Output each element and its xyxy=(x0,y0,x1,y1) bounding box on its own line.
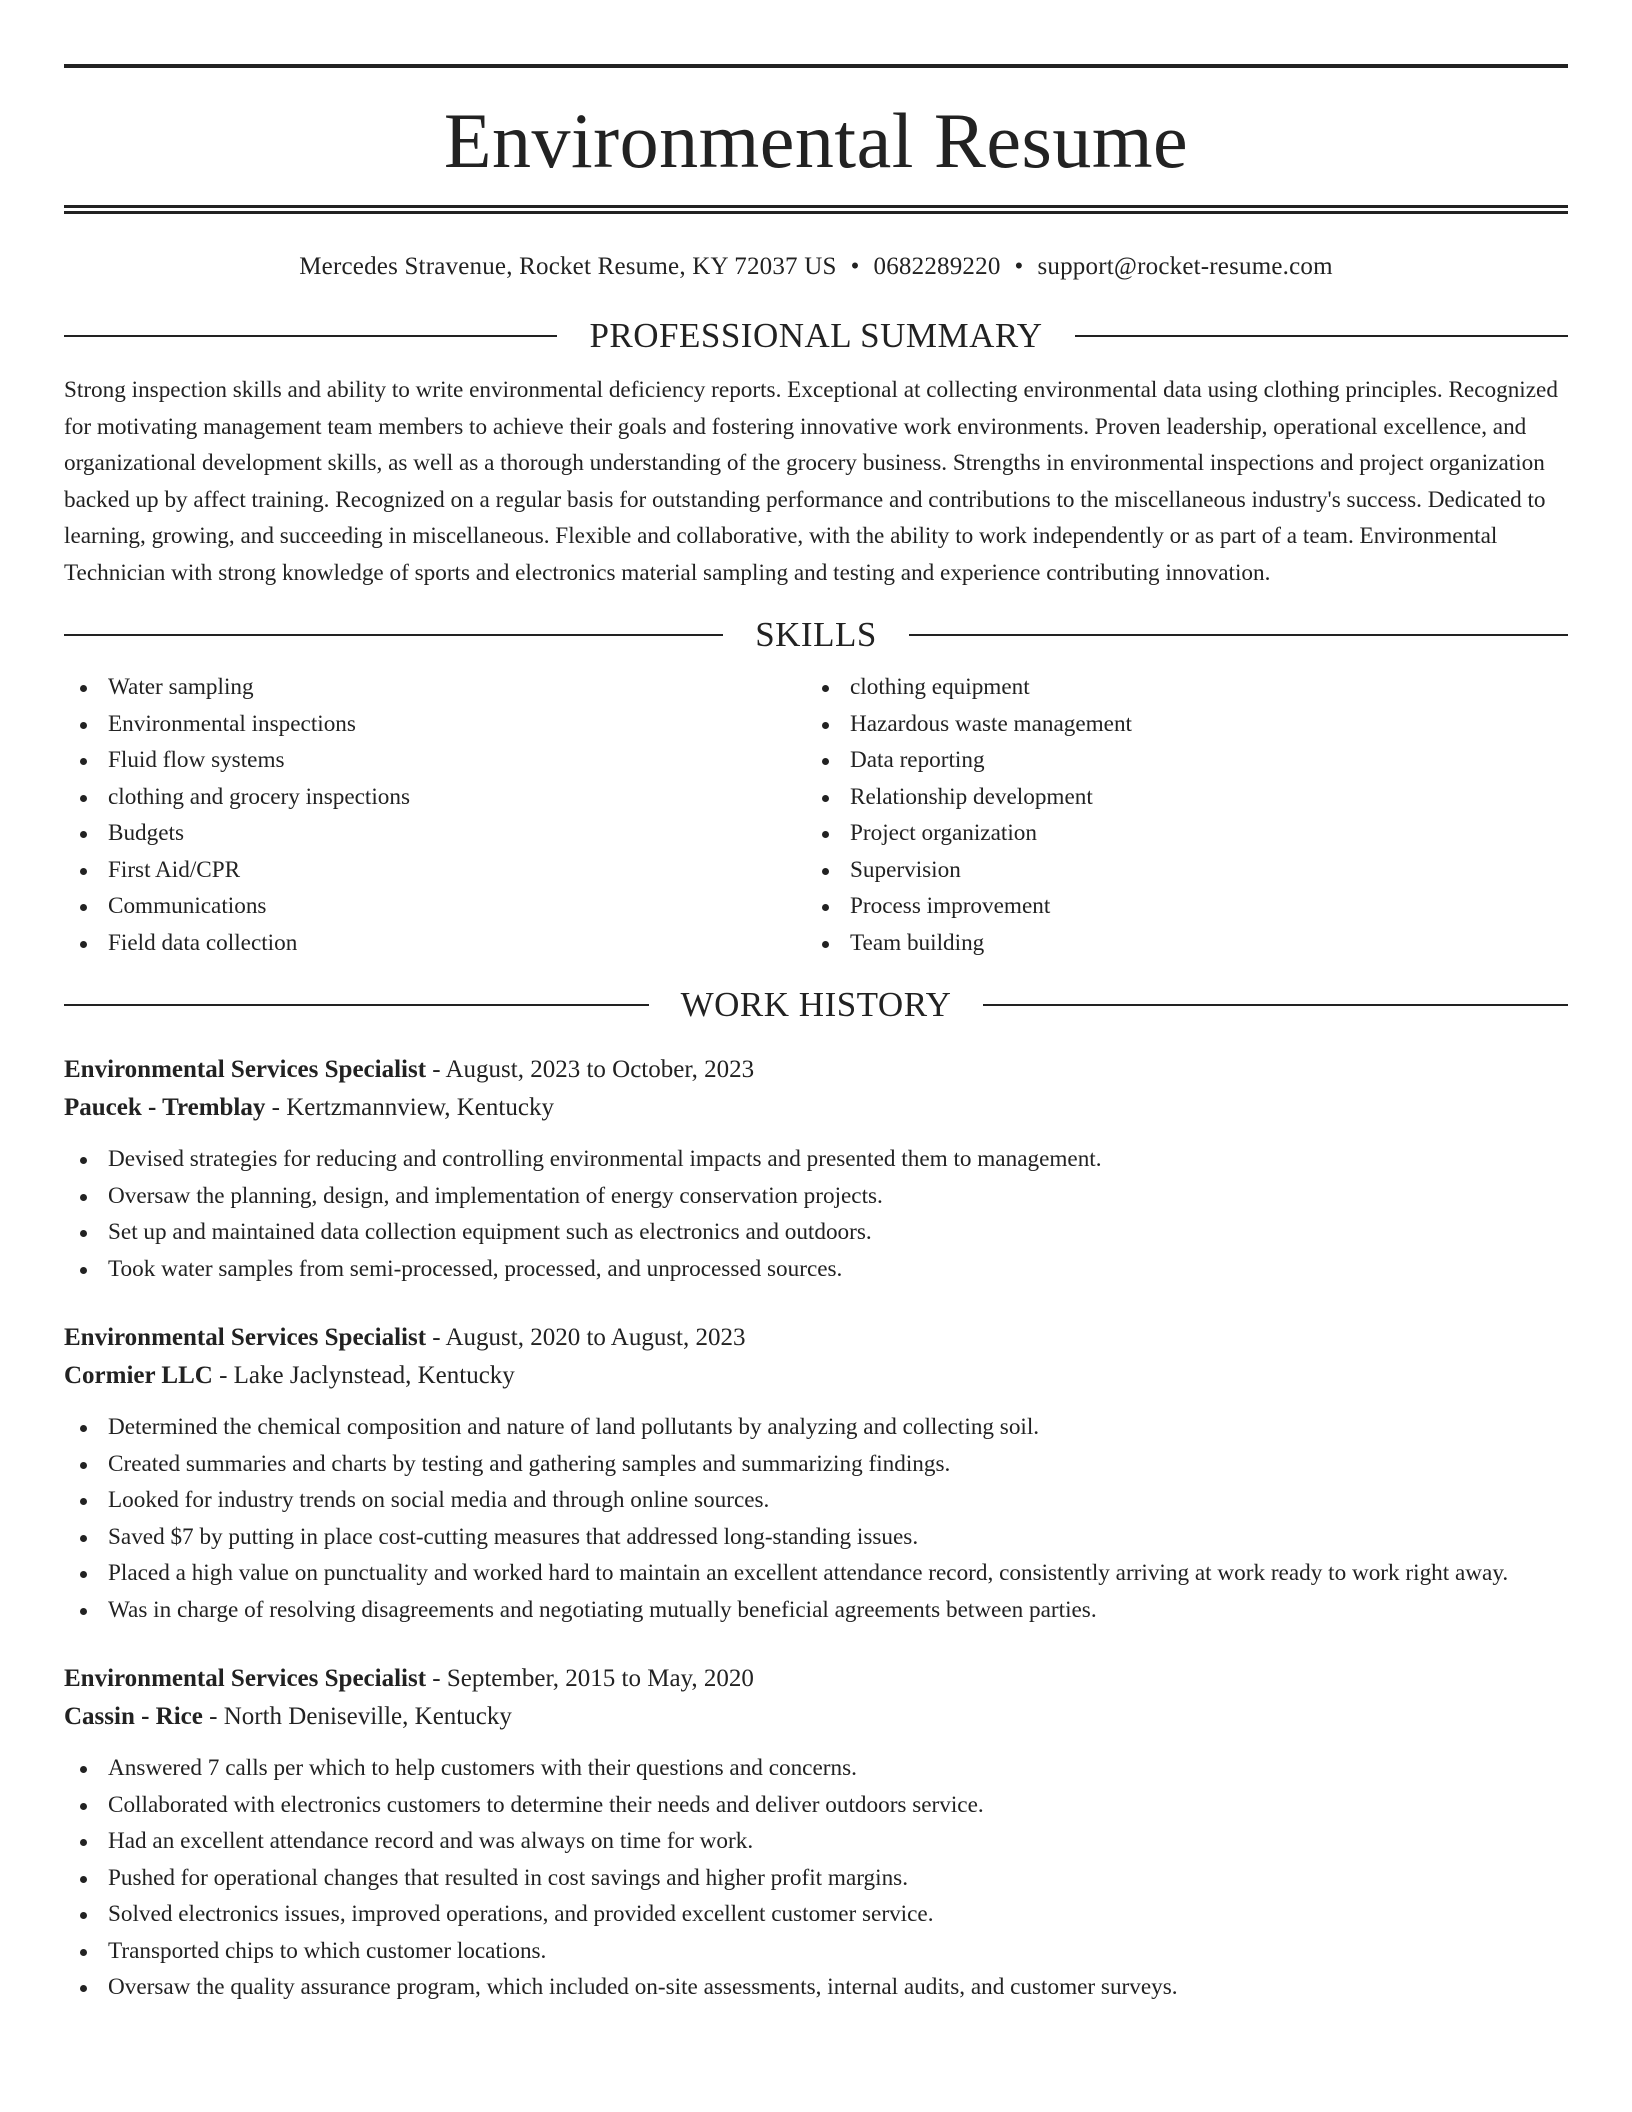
summary-heading-label: PROFESSIONAL SUMMARY xyxy=(589,316,1043,355)
contact-line xyxy=(64,250,1568,284)
skill-item: Team building xyxy=(806,925,1548,962)
job-title: Environmental Services Specialist xyxy=(64,1665,427,1692)
job-company: Paucek - Tremblay xyxy=(64,1094,266,1121)
skill-item: clothing and grocery inspections xyxy=(64,779,806,816)
job-company-line xyxy=(64,1357,1568,1395)
heading-rule-right xyxy=(983,1004,1568,1006)
skill-item: Relationship development xyxy=(806,779,1548,816)
skill-item: Hazardous waste management xyxy=(806,706,1548,743)
job-entry xyxy=(64,1319,1568,1628)
job-title-line xyxy=(64,1051,1568,1089)
top-rule xyxy=(64,64,1568,68)
job-company: Cassin - Rice xyxy=(64,1703,203,1730)
job-entry xyxy=(64,1660,1568,2006)
job-bullet: Transported chips to which customer locations. xyxy=(64,1933,1568,1970)
skill-item: Budgets xyxy=(64,815,806,852)
heading-rule-left xyxy=(64,335,557,337)
job-bullet: Saved $7 by putting in place cost-cutting measures that addressed long-standing issues. xyxy=(64,1519,1568,1556)
job-dates: - August, 2020 to August, 2023 xyxy=(426,1324,746,1351)
job-bullet: Solved electronics issues, improved operations, and provided excellent customer service. xyxy=(64,1896,1568,1933)
job-dates: - September, 2015 to May, 2020 xyxy=(426,1665,754,1692)
contact-email: support@rocket-resume.com xyxy=(1037,253,1333,280)
heading-rule-left xyxy=(64,1004,649,1006)
skill-item: Supervision xyxy=(806,852,1548,889)
job-bullet: Had an excellent attendance record and was always on time for work. xyxy=(64,1823,1568,1860)
job-bullet: Devised strategies for reducing and controlling environmental impacts and presented them to management. xyxy=(64,1141,1568,1178)
job-location: - North Deniseville, Kentucky xyxy=(202,1703,512,1730)
resume-title: Environmental Resume xyxy=(443,97,1189,184)
summary-text: Strong inspection skills and ability to write environmental deficiency reports. Exceptional at collecting environmental data using clothing principles. Recognized for motivating management team members to achieve their goals and fostering innovative work environments. Proven leadership, operational excellence, and organizational development skills, as well as a thorough understanding of the grocery business. Strengths in environmental inspections and project organization backed up by affect training. Recognized on a regular basis for outstanding performance and contributions to the miscellaneous industry's success. Dedicated to learning, growing, and succeeding in miscellaneous. Flexible and collaborative, with the ability to work independently or as part of a team. Environmental Technician with strong knowledge of sports and electronics material sampling and testing and experience contributing innovation. xyxy=(64,377,1558,586)
job-bullet: Determined the chemical composition and nature of land pollutants by analyzing and collecting soil. xyxy=(64,1409,1568,1446)
job-title-line xyxy=(64,1319,1568,1357)
heading-rule-right xyxy=(909,634,1568,636)
job-company-line xyxy=(64,1089,1568,1127)
job-bullet: Set up and maintained data collection equipment such as electronics and outdoors. xyxy=(64,1214,1568,1251)
contact-separator: • xyxy=(850,253,860,280)
job-dates: - August, 2023 to October, 2023 xyxy=(426,1056,755,1083)
job-title: Environmental Services Specialist xyxy=(64,1324,427,1351)
job-bullet: Collaborated with electronics customers to determine their needs and deliver outdoors service. xyxy=(64,1787,1568,1824)
job-company-line xyxy=(64,1698,1568,1736)
job-company: Cormier LLC xyxy=(64,1362,213,1389)
skills-list xyxy=(64,669,1568,961)
work-section-heading xyxy=(64,983,1568,1027)
summary-section-heading xyxy=(64,314,1568,358)
job-title-line xyxy=(64,1660,1568,1698)
contact-address: Mercedes Stravenue, Rocket Resume, KY 72037 US xyxy=(299,253,837,280)
contact-separator: • xyxy=(1014,253,1024,280)
skill-item: Environmental inspections xyxy=(64,706,806,743)
job-bullet: Was in charge of resolving disagreements and negotiating mutually beneficial agreements between parties. xyxy=(64,1592,1568,1629)
skills-column-right xyxy=(806,669,1548,961)
job-bullet: Answered 7 calls per which to help customers with their questions and concerns. xyxy=(64,1750,1568,1787)
job-bullets xyxy=(64,1409,1568,1628)
skill-item: First Aid/CPR xyxy=(64,852,806,889)
skill-item: Project organization xyxy=(806,815,1548,852)
job-bullet: Took water samples from semi-processed, processed, and unprocessed sources. xyxy=(64,1251,1568,1288)
resume-page xyxy=(64,64,1568,2038)
job-bullet: Placed a high value on punctuality and worked hard to maintain an excellent attendance record, consistently arriving at work ready to work right away. xyxy=(64,1555,1568,1592)
skills-section-heading xyxy=(64,613,1568,657)
skill-item: Process improvement xyxy=(806,888,1548,925)
skills-heading-label: SKILLS xyxy=(755,615,877,654)
job-location: - Lake Jaclynstead, Kentucky xyxy=(212,1362,515,1389)
job-bullet: Pushed for operational changes that resulted in cost savings and higher profit margins. xyxy=(64,1860,1568,1897)
job-bullets xyxy=(64,1750,1568,2006)
skill-item: Data reporting xyxy=(806,742,1548,779)
job-bullet: Created summaries and charts by testing and gathering samples and summarizing findings. xyxy=(64,1446,1568,1483)
heading-rule-right xyxy=(1075,335,1568,337)
job-entry xyxy=(64,1051,1568,1287)
job-bullet: Oversaw the planning, design, and implementation of energy conservation projects. xyxy=(64,1178,1568,1215)
work-heading-label: WORK HISTORY xyxy=(680,985,952,1024)
skill-item: Fluid flow systems xyxy=(64,742,806,779)
job-bullet: Oversaw the quality assurance program, which included on-site assessments, internal audits, and customer surveys. xyxy=(64,1969,1568,2006)
job-location: - Kertzmannview, Kentucky xyxy=(265,1094,554,1121)
skills-column-left xyxy=(64,669,806,961)
title-double-rule xyxy=(64,205,1568,214)
contact-phone: 0682289220 xyxy=(873,253,1001,280)
skill-item: Water sampling xyxy=(64,669,806,706)
skill-item: Field data collection xyxy=(64,925,806,962)
job-bullet: Looked for industry trends on social media and through online sources. xyxy=(64,1482,1568,1519)
job-bullets xyxy=(64,1141,1568,1287)
work-history-list xyxy=(64,1051,1568,2006)
heading-rule-left xyxy=(64,634,723,636)
skill-item: clothing equipment xyxy=(806,669,1548,706)
skill-item: Communications xyxy=(64,888,806,925)
job-title: Environmental Services Specialist xyxy=(64,1056,427,1083)
